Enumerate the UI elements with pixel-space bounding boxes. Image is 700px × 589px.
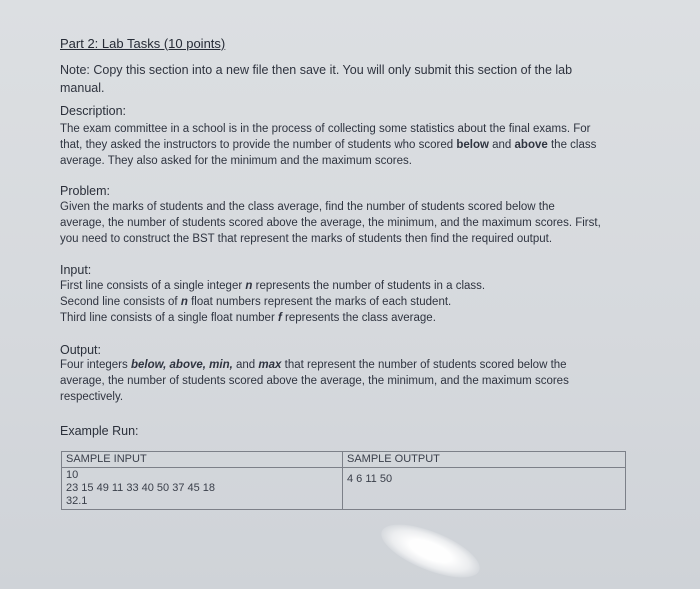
sample-input-line: 32.1	[66, 495, 88, 507]
output-line-1: Four integers below, above, min, and max that represent the number of students scored below the	[60, 359, 567, 371]
input-line-3: Third line consists of a single float number f represents the class average.	[60, 312, 436, 324]
var-n: n	[245, 280, 253, 292]
var-above: above,	[169, 359, 206, 371]
keyword-below: below	[456, 139, 489, 151]
output-heading: Output:	[60, 343, 101, 357]
var-n: n	[180, 296, 188, 308]
keyword-above: above	[514, 139, 548, 151]
problem-line-3: you need to construct the BST that represent the marks of students then find the required output.	[60, 233, 553, 245]
var-below: below,	[130, 359, 167, 371]
table-row	[62, 468, 626, 510]
var-min: min,	[209, 359, 233, 371]
note-paragraph: Note: Copy this section into a new file then save it. You will only submit this section of the lab manual.	[60, 63, 573, 95]
screen-glare	[375, 514, 487, 589]
var-f: f	[277, 312, 282, 324]
sample-input-line: 10	[66, 469, 79, 481]
table-header-row	[62, 452, 626, 468]
description-line-2: that, they asked the instructors to provide the number of students who scored below and above the class	[60, 139, 597, 151]
sample-input-header: SAMPLE INPUT	[62, 452, 343, 468]
sample-io-table	[61, 451, 626, 510]
description-line-3: average. They also asked for the minimum and the maximum scores.	[60, 155, 412, 167]
sample-output-value: 4 6 11 50	[347, 473, 393, 485]
sample-output-header: SAMPLE OUTPUT	[343, 452, 626, 468]
input-heading: Input:	[60, 263, 92, 277]
description-line-1: The exam committee in a school is in the process of collecting some statistics about the final exams. For	[60, 123, 591, 135]
var-max: max	[258, 359, 282, 371]
output-line-3: respectively.	[60, 391, 124, 403]
section-title: Part 2: Lab Tasks (10 points)	[60, 36, 226, 51]
example-run-heading: Example Run:	[60, 424, 139, 438]
problem-line-1: Given the marks of students and the class average, find the number of students scored below the	[60, 201, 555, 213]
sample-input-cell	[62, 468, 343, 510]
input-line-2: Second line consists of n float numbers represent the marks of each student.	[60, 296, 452, 308]
sample-input-line: 23 15 49 11 33 40 50 37 45 18	[66, 482, 216, 494]
sample-output-cell	[343, 468, 626, 510]
problem-line-2: average, the number of students scored above the average, the minimum, and the maximum scores. First,	[60, 217, 601, 229]
problem-heading: Problem:	[60, 184, 111, 198]
description-heading: Description:	[60, 104, 126, 118]
output-line-2: average, the number of students scored above the average, the minimum, and the maximum scores	[60, 375, 569, 387]
input-line-1: First line consists of a single integer n represents the number of students in a class.	[60, 280, 486, 292]
